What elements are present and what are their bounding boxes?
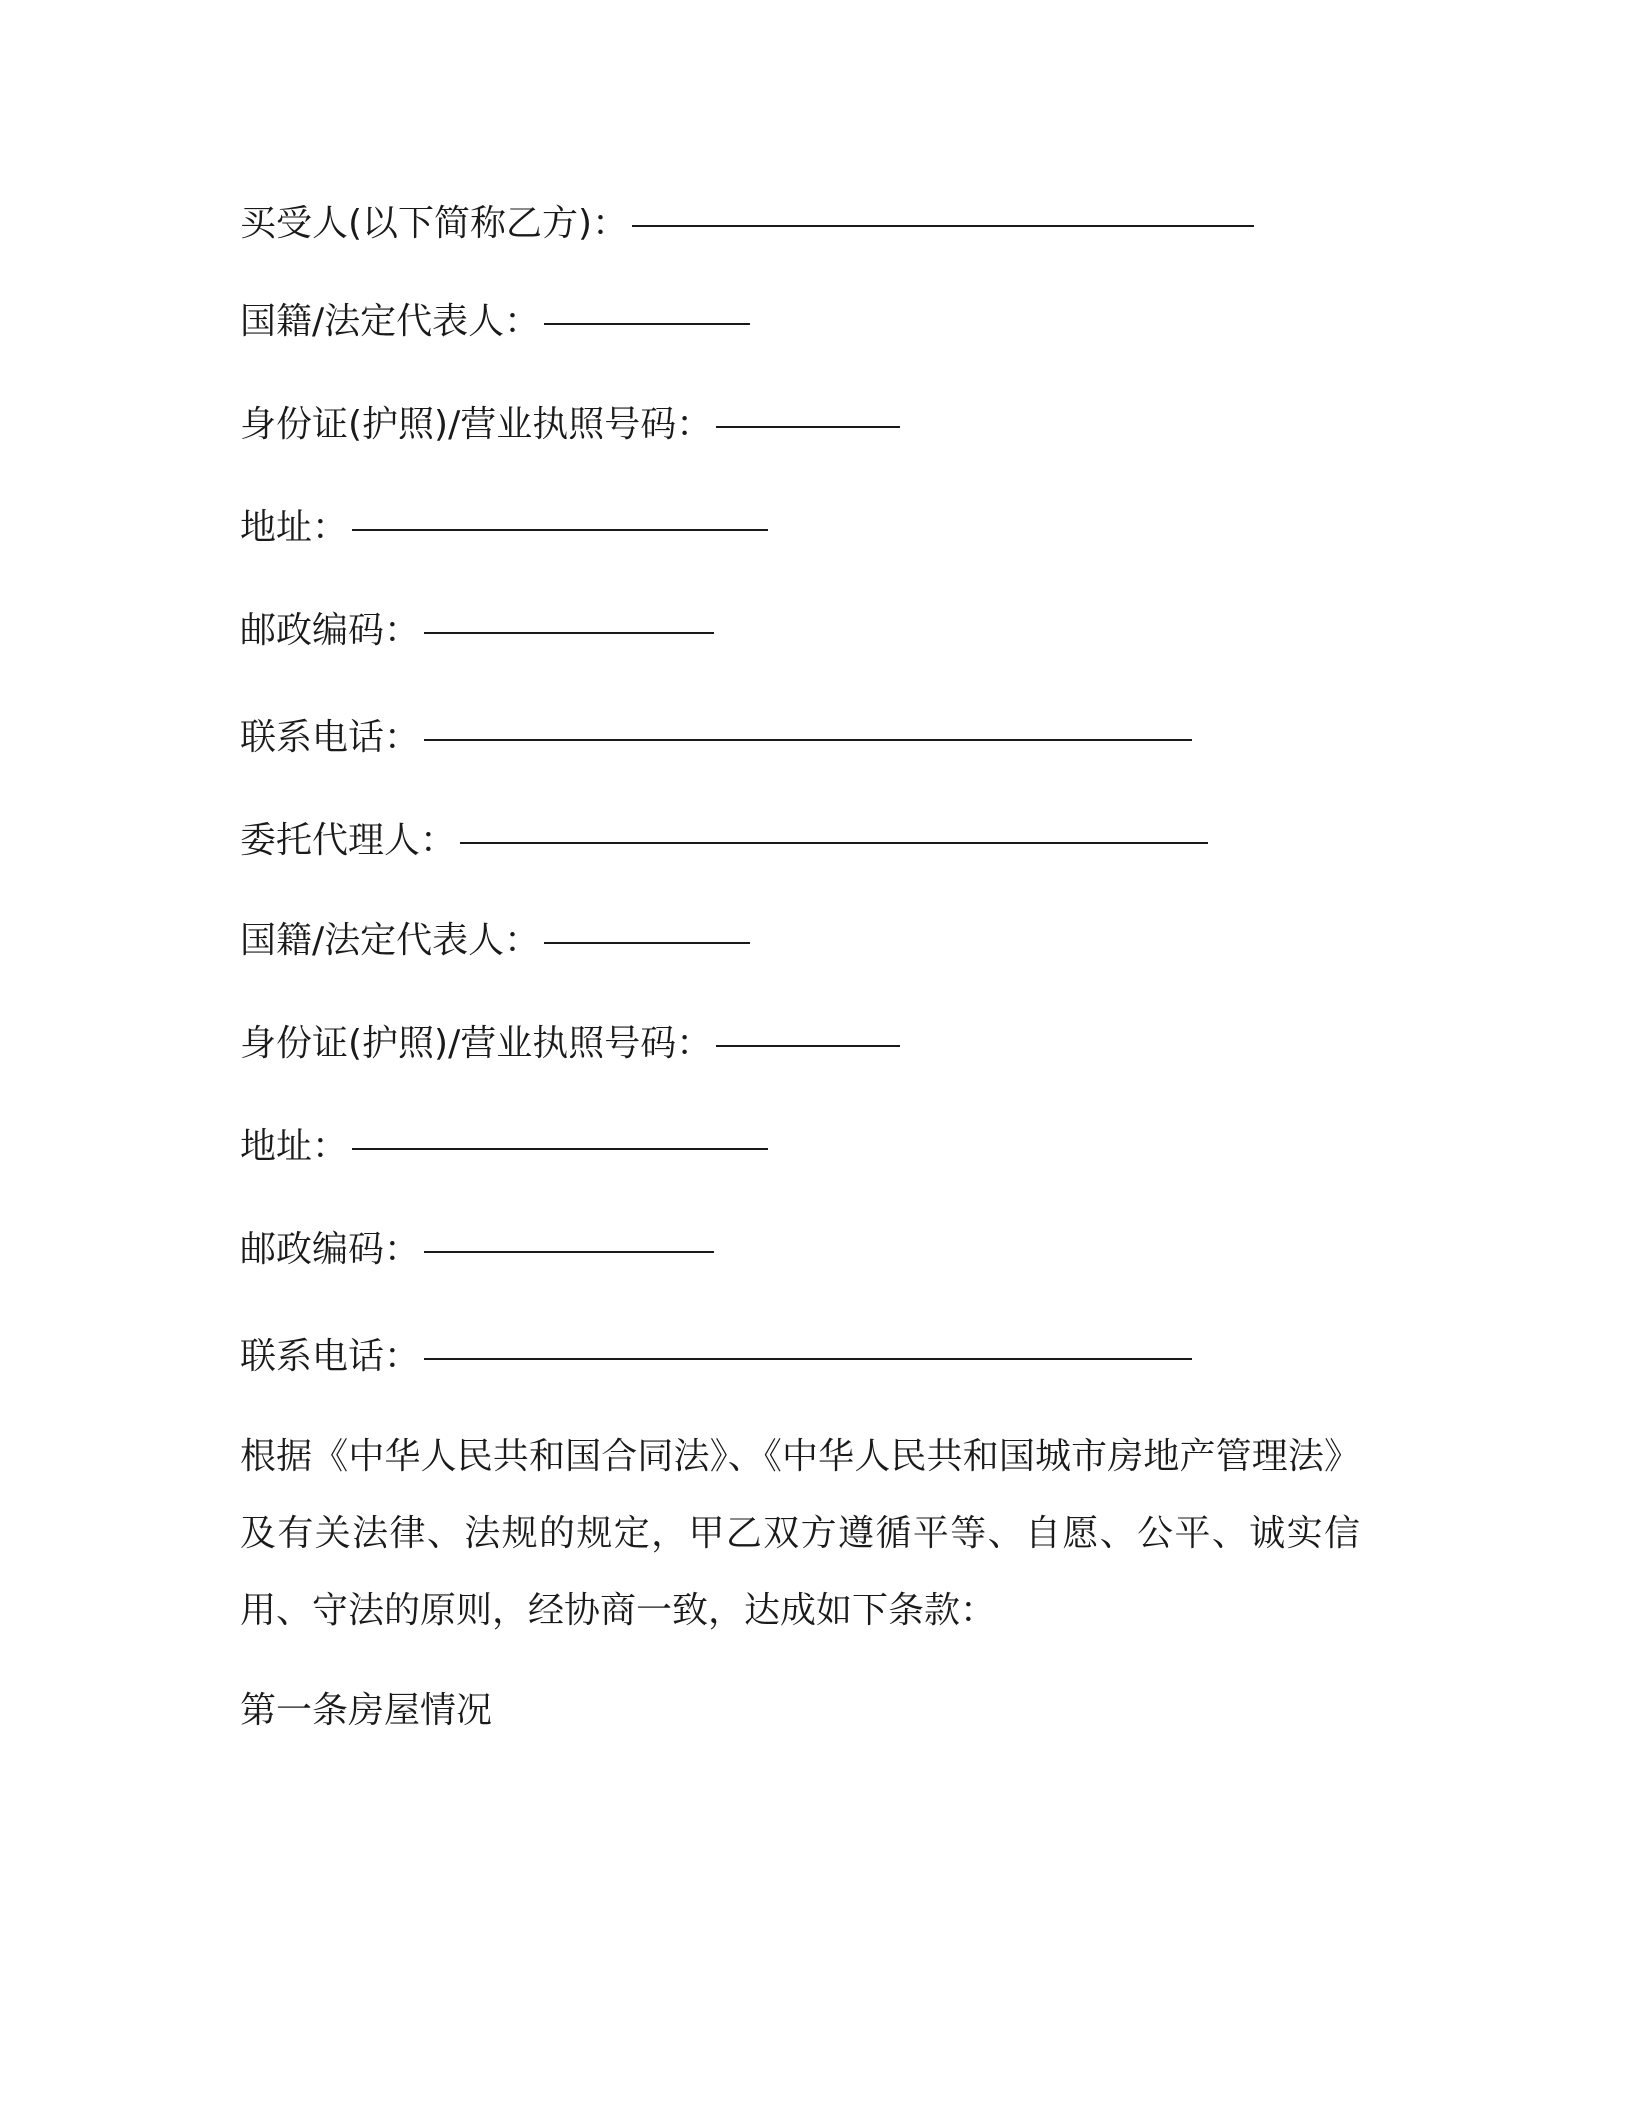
agent-nationality-label: 国籍/法定代表人： — [240, 920, 541, 961]
preamble-paragraph: 根据《中华人民共和国合同法》、《中华人民共和国城市房地产管理法》及有关法律、法规的规定，甲乙双方遵循平等、自愿、公平、诚实信用、守法的原则，经协商一致，达成如下条款： — [240, 1436, 1360, 1631]
agent-id-blank[interactable] — [716, 1005, 900, 1047]
agent-id-label: 身份证(护照)/营业执照号码： — [240, 1023, 713, 1064]
agent-name-field — [240, 810, 1208, 870]
agent-name-label: 委托代理人： — [240, 820, 457, 861]
buyer-address-field — [240, 497, 768, 557]
buyer-address-label: 地址： — [240, 507, 349, 548]
buyer-id-blank[interactable] — [716, 386, 900, 428]
agent-postal-label: 邮政编码： — [240, 1229, 421, 1270]
agent-postal-blank[interactable] — [424, 1211, 714, 1253]
agent-nationality-field — [240, 910, 750, 970]
agent-name-blank[interactable] — [460, 802, 1208, 844]
agent-address-label: 地址： — [240, 1126, 349, 1167]
buyer-postal-blank[interactable] — [424, 592, 714, 634]
agent-phone-blank[interactable] — [424, 1318, 1192, 1360]
article-1-heading: 第一条房屋情况 — [240, 1690, 493, 1731]
buyer-id-field — [240, 394, 900, 454]
buyer-id-label: 身份证(护照)/营业执照号码： — [240, 404, 713, 445]
buyer-name-label: 买受人(以下简称乙方)： — [240, 203, 629, 244]
agent-phone-label: 联系电话： — [240, 1336, 421, 1377]
buyer-postal-field — [240, 600, 714, 660]
buyer-phone-field — [240, 707, 1192, 767]
agent-phone-field — [240, 1326, 1192, 1386]
buyer-name-field — [240, 193, 1254, 253]
buyer-address-blank[interactable] — [352, 489, 768, 531]
buyer-phone-label: 联系电话： — [240, 717, 421, 758]
buyer-nationality-field — [240, 291, 750, 351]
agent-address-field — [240, 1116, 768, 1176]
agent-postal-field — [240, 1219, 714, 1279]
buyer-phone-blank[interactable] — [424, 699, 1192, 741]
buyer-name-blank[interactable] — [632, 185, 1254, 227]
buyer-nationality-blank[interactable] — [544, 283, 750, 325]
agent-id-field — [240, 1013, 900, 1073]
buyer-nationality-label: 国籍/法定代表人： — [240, 301, 541, 342]
buyer-postal-label: 邮政编码： — [240, 610, 421, 651]
agent-address-blank[interactable] — [352, 1108, 768, 1150]
agent-nationality-blank[interactable] — [544, 902, 750, 944]
